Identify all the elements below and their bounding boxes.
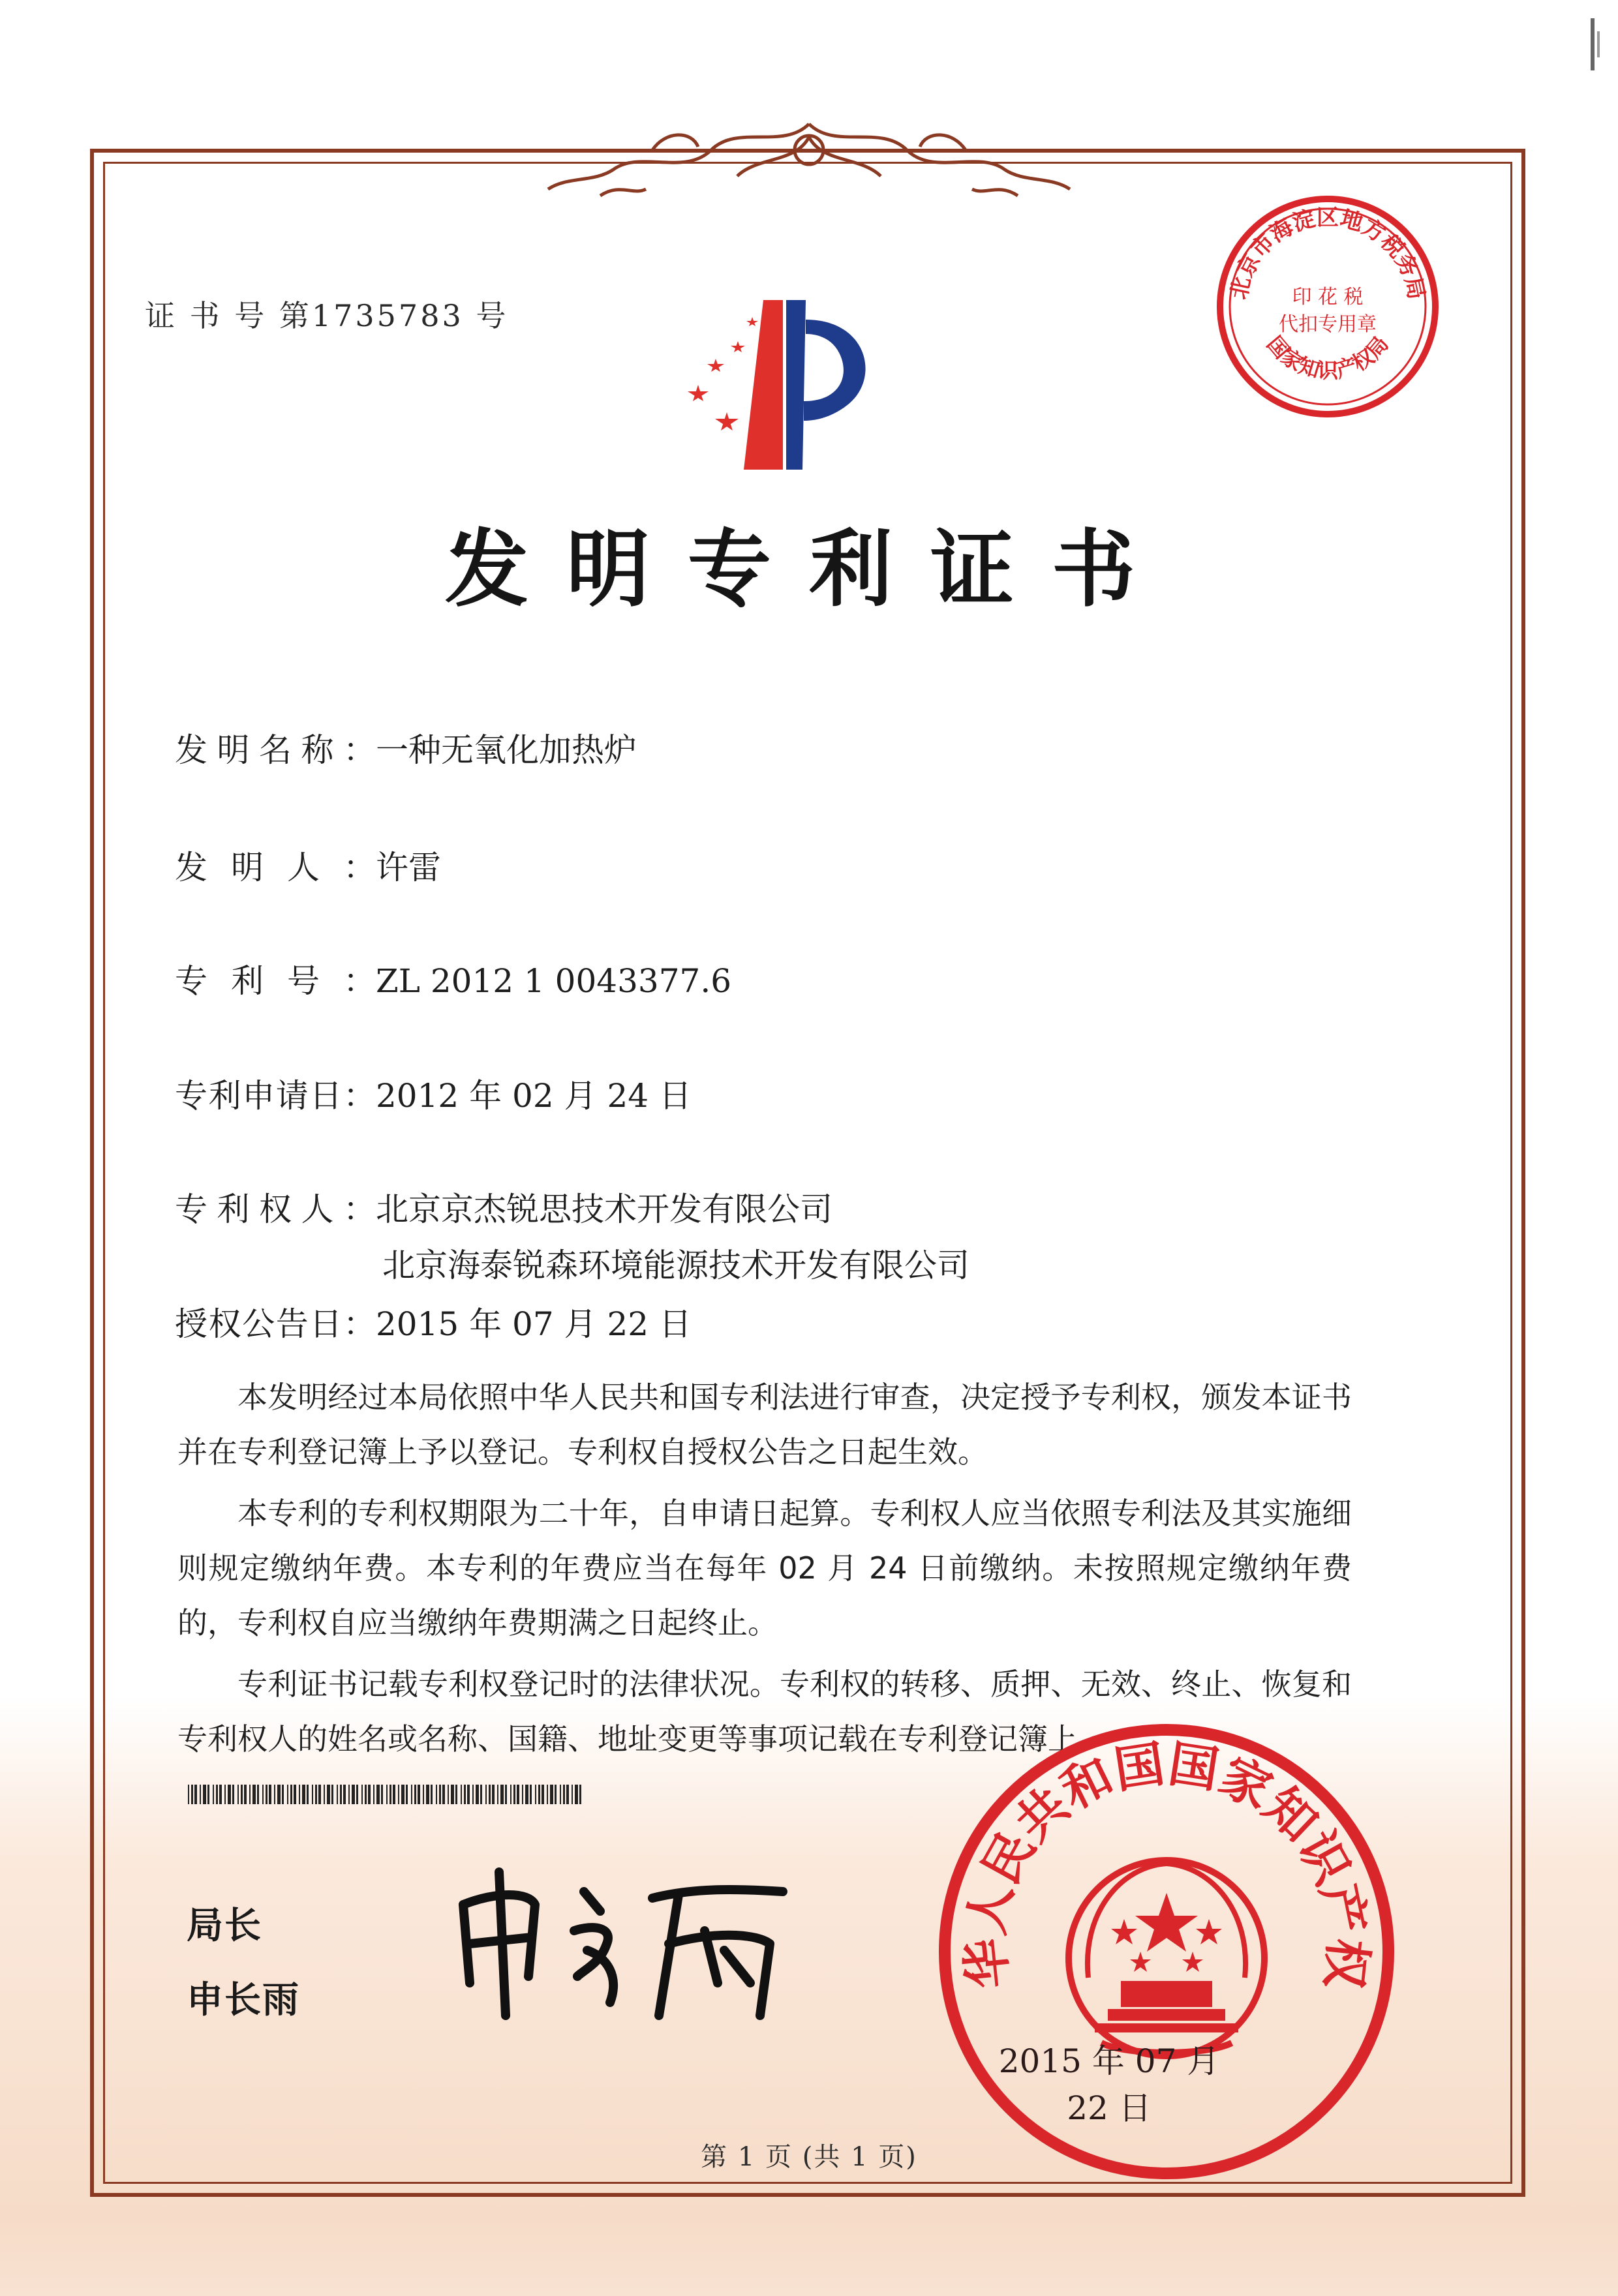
patent-number-label: 专利号： (175, 962, 376, 1000)
director-name: 申长雨 (187, 1979, 300, 2021)
grant-date-row (175, 1298, 692, 1345)
svg-text:印 花 税: 印 花 税 (1292, 286, 1364, 309)
certificate-body (177, 1370, 1352, 1773)
body-paragraph-3: 专利证书记载专利权登记时的法律状况。专利权的转移、质押、无效、终止、恢复和专利权人的姓名或名称、国籍、地址变更等事项记载在专利登记簿上。 (177, 1667, 1352, 1757)
svg-text:代扣专用章: 代扣专用章 (1279, 313, 1377, 336)
inventor-label: 发明人： (175, 849, 376, 886)
scan-edge-mark (1589, 18, 1602, 70)
patentee-value-2: 北京海泰锐森环境能源技术开发有限公司 (382, 1246, 969, 1284)
director-title: 局长 (187, 1905, 262, 1947)
body-paragraph-2: 本专利的专利权期限为二十年，自申请日起算。专利权人应当依照专利法及其实施细则规定缴纳年费。本专利的年费应当在每年 02 月 24 日前缴纳。未按照规定缴纳年费的，专利权自应当缴纳年费期满之日起终止。 (177, 1496, 1352, 1640)
invention-name-label: 发明名称： (175, 731, 376, 769)
certificate-number: 证 书 号 第1735783 号 (145, 298, 509, 333)
svg-text:国家知识产权局: 国家知识产权局 (1262, 331, 1394, 384)
patent-number-row (175, 955, 731, 1002)
director-signature-icon (444, 1852, 809, 2022)
application-date-value: 2012 年 02 月 24 日 (376, 1077, 692, 1115)
invention-name-value: 一种无氧化加热炉 (376, 731, 637, 769)
page-number: 第 1 页 (共 1 页) (701, 2142, 917, 2172)
patentee-row (175, 1183, 969, 1286)
top-ornament-icon (522, 111, 1096, 209)
inventor-row (175, 841, 441, 888)
body-paragraph-1: 本发明经过本局依照中华人民共和国专利法进行审查，决定授予专利权，颁发本证书并在专利登记簿上予以登记。专利权自授权公告之日起生效。 (177, 1380, 1352, 1470)
svg-text:北京市海淀区地方税务局: 北京市海淀区地方税务局 (1225, 205, 1430, 302)
grant-date-value: 2015 年 07 月 22 日 (376, 1305, 692, 1343)
national-emblem-icon (1069, 1860, 1264, 2056)
patentee-value-1: 北京京杰锐思技术开发有限公司 (376, 1190, 832, 1228)
svg-text:中华人民共和国国家知识产权局: 华人民共和国国家知识产权 (955, 1734, 1378, 1991)
patentee-label: 专利权人： (175, 1190, 376, 1228)
page-title: 发明专利证书 (444, 521, 1173, 618)
grant-date-label: 授权公告日： (175, 1305, 376, 1343)
inventor-value: 许雷 (376, 849, 441, 886)
seal-date: 2015 年 07 月 22 日 (998, 2042, 1220, 2127)
cnipa-logo-icon (652, 274, 926, 470)
tax-stamp-seal (1207, 186, 1448, 427)
application-date-row (175, 1070, 692, 1117)
application-date-label: 专利申请日： (175, 1077, 376, 1115)
invention-name-row (175, 724, 637, 771)
patent-number-value: ZL 2012 1 0043377.6 (376, 962, 732, 1000)
barcode-icon (188, 1785, 586, 1804)
